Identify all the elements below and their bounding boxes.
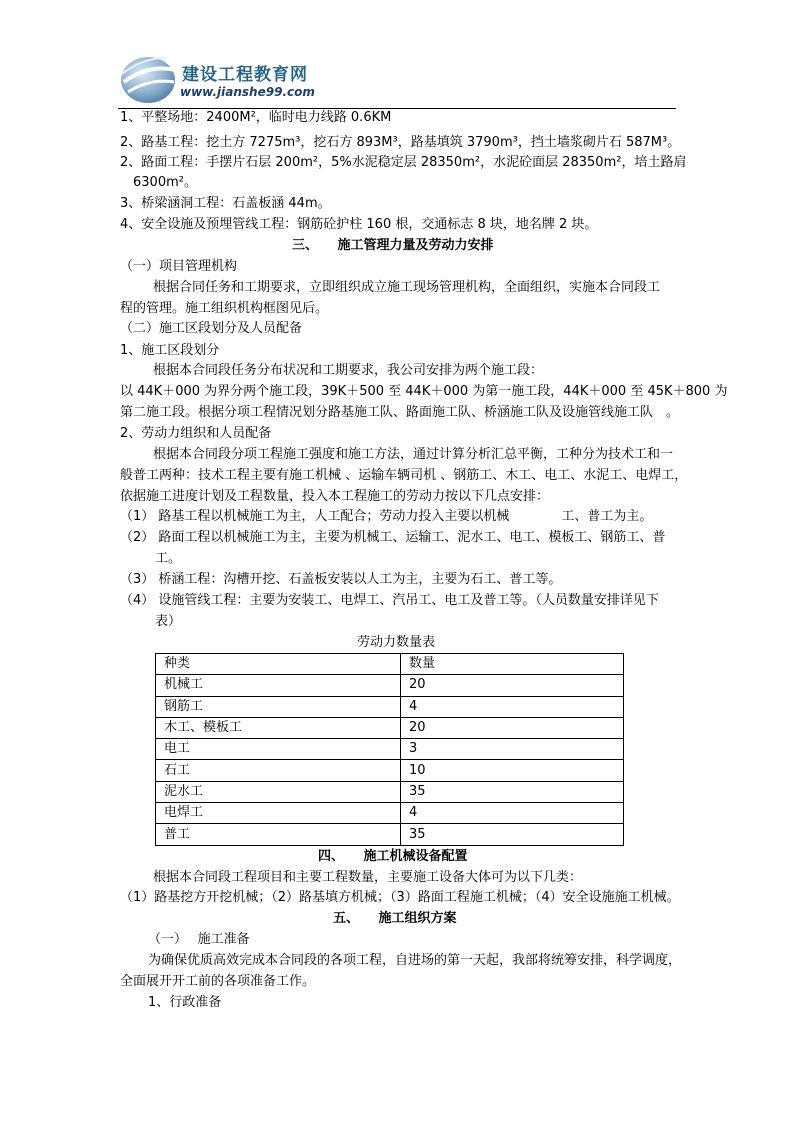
list-item: （1） 路基工程以机械施工为主，人工配合；劳动力投入主要以机械 工、普工为主。 bbox=[120, 509, 653, 524]
table-cell: 3 bbox=[401, 739, 624, 760]
subsection-heading: （二）施工区段划分及人员配备 bbox=[120, 321, 303, 336]
table-row bbox=[156, 717, 624, 738]
paragraph-line: 为确保优质高效完成本合同段的各项工程，自进场的第一天起，我部将统筹安排，科学调度， bbox=[148, 953, 682, 968]
list-item: （4） 设施管线工程：主要为安装工、电焊工、汽吊工、电工及普工等。（人员数量安排详见下 bbox=[120, 593, 659, 608]
subsection-heading: （一） 施工准备 bbox=[148, 932, 250, 947]
subsection-heading: （一）项目管理机构 bbox=[120, 259, 238, 274]
table-row bbox=[156, 675, 624, 696]
text-line: 6300m²。 bbox=[133, 175, 197, 190]
table-row bbox=[156, 781, 624, 802]
paragraph-line: 根据本合同段任务分布状况和工期要求，我公司安排为两个施工段： bbox=[153, 363, 544, 378]
table-row bbox=[156, 739, 624, 760]
subsection-heading: 2、劳动力组织和人员配备 bbox=[120, 426, 272, 441]
logo-url: www.jianshe99.com bbox=[180, 85, 315, 99]
labor-table bbox=[155, 653, 624, 846]
section-heading: 五、 施工组织方案 bbox=[333, 911, 457, 926]
text-line: 3、桥梁涵洞工程：石盖板涵 44m。 bbox=[120, 196, 331, 211]
text-line: 4、安全设施及预埋管线工程：钢筋砼护柱 160 根，交通标志 8 块，地名牌 2 块。 bbox=[120, 217, 598, 232]
section-heading: 四、 施工机械设备配置 bbox=[318, 849, 468, 864]
paragraph-line: 根据本合同段分项工程施工强度和施工方法，通过计算分析汇总平衡，工种分为技术工和一 bbox=[153, 447, 674, 462]
paragraph-line: （1）路基挖方开挖机械；（2）路基填方机械；（3）路面工程施工机械；（4）安全设施施工机械。 bbox=[120, 890, 680, 905]
table-cell: 木工、模板工 bbox=[156, 717, 401, 738]
paragraph-line: 程的管理。施工组织机构框图见后。 bbox=[120, 301, 329, 316]
paragraph-line: 全面展开开工前的各项准备工作。 bbox=[120, 974, 316, 989]
list-item-continued: 表） bbox=[155, 614, 182, 629]
text-line: 2、路面工程：手摆片石层 200m²，5%水泥稳定层 28350m²，水泥砼面层 28350m²，培土路肩 bbox=[120, 155, 687, 170]
table-cell: 20 bbox=[401, 675, 624, 696]
table-row bbox=[156, 760, 624, 781]
table-cell: 机械工 bbox=[156, 675, 401, 696]
table-cell: 10 bbox=[401, 760, 624, 781]
paragraph-line: 根据合同任务和工期要求，立即组织成立施工现场管理机构，全面组织，实施本合同段工 bbox=[153, 280, 661, 295]
subsection-heading: 1、施工区段划分 bbox=[120, 343, 220, 358]
table-row bbox=[156, 696, 624, 717]
table-cell: 石工 bbox=[156, 760, 401, 781]
table-cell: 35 bbox=[401, 824, 624, 845]
section-heading: 三、 施工管理力量及劳动力安排 bbox=[292, 238, 494, 253]
paragraph-line: 以 44K＋000 为界分两个施工段，39K＋500 至 44K＋000 为第一施工段，44K＋000 至 45K＋800 为 bbox=[120, 384, 728, 399]
table-row bbox=[156, 824, 624, 845]
list-item: （3） 桥涵工程：沟槽开挖、石盖板安装以人工为主，主要为石工、普工等。 bbox=[120, 572, 562, 587]
table-header-row bbox=[156, 654, 624, 675]
table-cell: 20 bbox=[401, 717, 624, 738]
paragraph-line: 根据本合同段工程项目和主要工程数量，主要施工设备大体可为以下几类： bbox=[153, 870, 583, 885]
site-header bbox=[118, 52, 678, 114]
text-line: 1、平整场地：2400M²，临时电力线路 0.6KM bbox=[120, 110, 392, 125]
table-cell: 4 bbox=[401, 803, 624, 824]
paragraph-line: 般普工两种：技术工程主要有施工机械 、运输车辆司机 、钢筋工、木工、电工、水泥工、电焊工， bbox=[120, 468, 688, 483]
table-row bbox=[156, 803, 624, 824]
table-title: 劳动力数量表 bbox=[357, 635, 436, 650]
logo-title: 建设工程教育网 bbox=[182, 65, 308, 85]
table-header-cell: 种类 bbox=[156, 654, 401, 675]
table-cell: 35 bbox=[401, 781, 624, 802]
table-cell: 普工 bbox=[156, 824, 401, 845]
table-cell: 泥水工 bbox=[156, 781, 401, 802]
text-line: 2、路基工程：挖土方 7275m³，挖石方 893M³，路基填筑 3790m³，挡土墙浆砌片石 587M³。 bbox=[120, 135, 681, 150]
table-cell: 4 bbox=[401, 696, 624, 717]
paragraph-line: 第二施工段。根据分项工程情况划分路基施工队、路面施工队、桥涵施工队及设施管线施工队 。 bbox=[120, 405, 680, 420]
table-cell: 钢筋工 bbox=[156, 696, 401, 717]
table-cell: 电焊工 bbox=[156, 803, 401, 824]
subsection-heading: 1、行政准备 bbox=[148, 995, 222, 1010]
list-item-continued: 工。 bbox=[155, 551, 182, 566]
table-header-cell: 数量 bbox=[401, 654, 624, 675]
globe-logo-icon bbox=[118, 52, 180, 104]
paragraph-line: 依据施工进度计划及工程数量，投入本工程施工的劳动力按以下几点安排： bbox=[120, 489, 550, 504]
list-item: （2） 路面工程以机械施工为主，主要为机械工、运输工、泥水工、电工、模板工、钢筋工、普 bbox=[120, 530, 666, 545]
table-cell: 电工 bbox=[156, 739, 401, 760]
